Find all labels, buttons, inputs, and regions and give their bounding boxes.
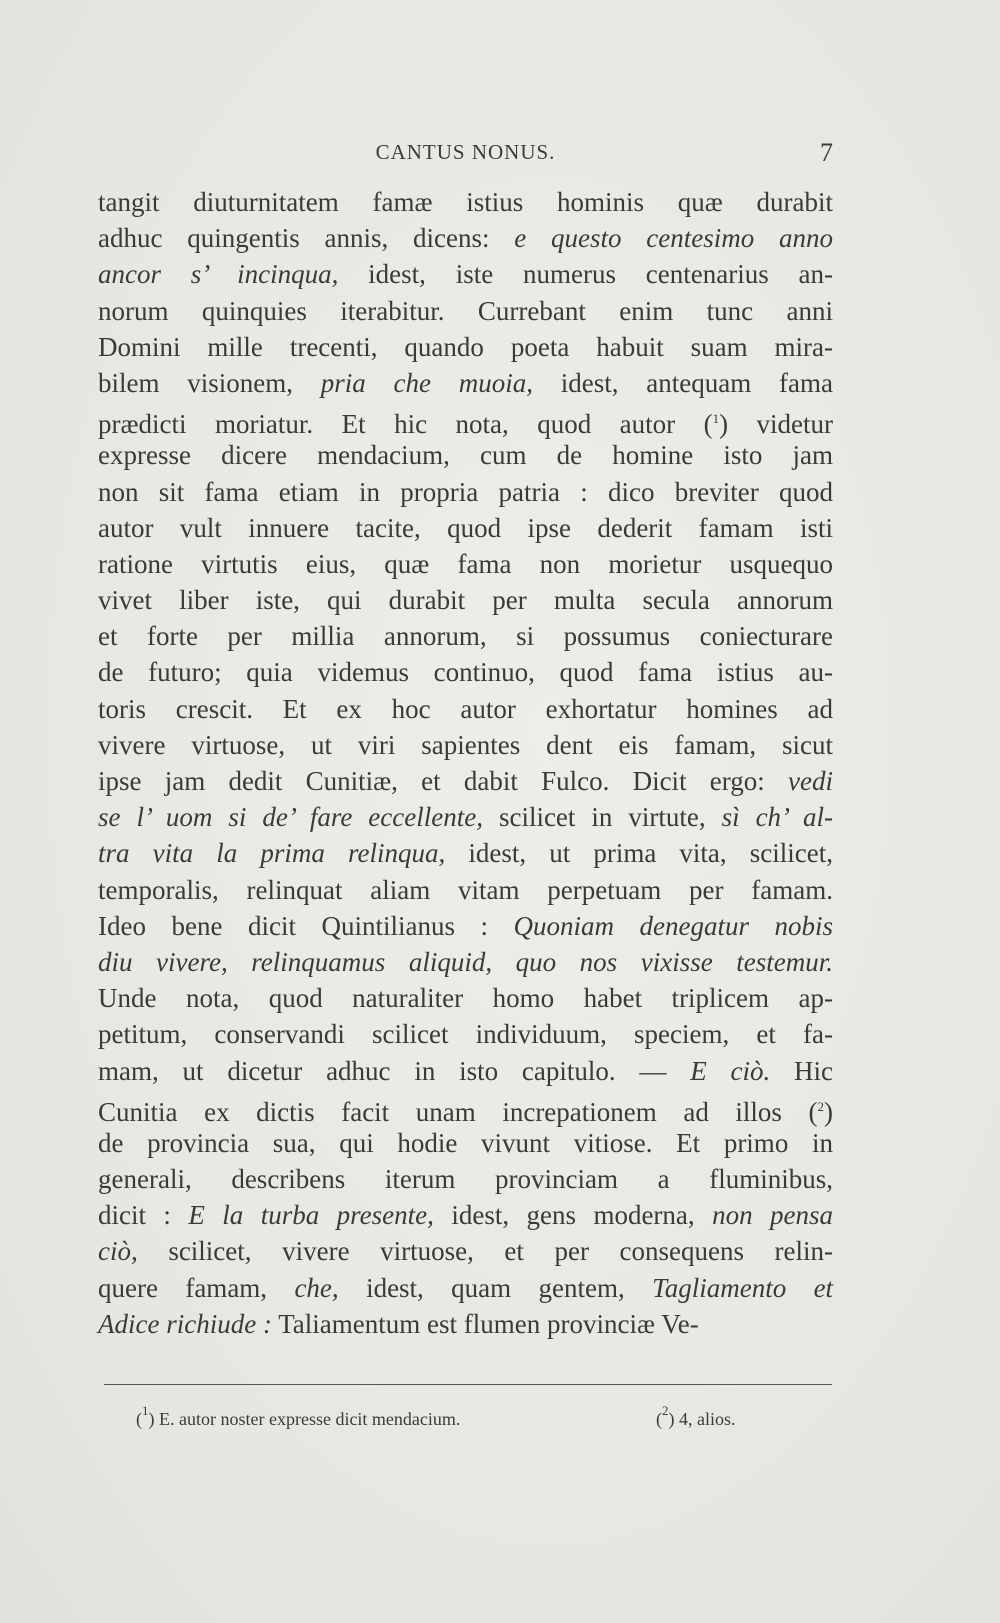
footnote-1: ($^1$) E. autor noster expresse dicit mendacium. xyxy=(136,1403,461,1429)
text-line: ratione virtutis eius, quæ fama non morietur usquequo xyxy=(98,548,833,579)
text-line: Ideo bene dicit Quintilianus : Quoniam denegatur nobis xyxy=(98,910,834,941)
text-line: diu vivere, relinquamus aliquid, quo nos vixisse testemur. xyxy=(98,946,833,977)
text-line: mam, ut dicetur adhuc in isto capitulo. — E ciò. Hic xyxy=(98,1055,834,1086)
text-line: vivet liber iste, qui durabit per multa secula annorum xyxy=(98,585,833,616)
text-line: Domini mille trecenti, quando poeta habuit suam mira- xyxy=(98,331,833,362)
text-line: de futuro; quia videmus continuo, quod fama istius au- xyxy=(98,657,833,688)
text-line: se l’ uom si de’ fare eccellente, scilicet in virtute, sì ch’ al- xyxy=(98,802,834,833)
text-line: Adice richiude : Taliamentum est flumen provinciæ Ve- xyxy=(98,1308,699,1339)
text-line: tra vita la prima relinqua, idest, ut prima vita, scilicet, xyxy=(98,838,833,869)
text-line: autor vult innuere tacite, quod ipse dederit famam isti xyxy=(98,512,833,543)
chapter-title: CANTUS NONUS. xyxy=(375,140,556,164)
footnote-2: ($^2$) 4, alios. xyxy=(656,1403,736,1429)
text-line: ipse jam dedit Cunitiæ, et dabit Fulco. Dicit ergo: vedi xyxy=(98,766,834,796)
text-line: Cunitia ex dictis facit unam increpationem ad illos ($^2$) xyxy=(98,1096,833,1127)
text-line: Unde nota, quod naturaliter homo habet triplicem ap- xyxy=(98,983,833,1014)
text-line: et forte per millia annorum, si possumus coniecturare xyxy=(98,621,833,652)
text-line: adhuc quingentis annis, dicens: e questo centesimo anno xyxy=(98,223,834,254)
text-line: non sit fama etiam in propria patria : dico breviter quod xyxy=(98,476,833,507)
text-line: norum quinquies iterabitur. Currebant enim tunc anni xyxy=(98,295,833,326)
text-line: ancor s’ incinqua, idest, iste numerus centenarius an- xyxy=(98,259,834,290)
text-line: temporalis, relinquat aliam vitam perpetuam per famam. xyxy=(98,874,833,905)
body-text xyxy=(98,184,833,1342)
text-line: prædicti moriatur. Et hic nota, quod autor ($^1$) videtur xyxy=(98,409,833,440)
footnote-ref: 1 xyxy=(712,411,720,427)
text-line: de provincia sua, qui hodie vivunt vitiose. Et primo in xyxy=(98,1127,833,1158)
page-number: 7 xyxy=(820,138,833,167)
footnote-divider xyxy=(104,1384,832,1385)
text-line: expresse dicere mendacium, cum de homine isto jam xyxy=(98,440,833,471)
text-line: quere famam, che, idest, quam gentem, Tagliamento et xyxy=(98,1272,834,1303)
text-line: tangit diuturnitatem famæ istius hominis quæ durabit xyxy=(98,187,833,217)
footnotes xyxy=(136,1403,776,1427)
text-line: ciò, scilicet, vivere virtuose, et per consequens relin- xyxy=(98,1236,833,1267)
running-head xyxy=(98,140,833,174)
text-line: bilem visionem, pria che muoia, idest, antequam fama xyxy=(98,367,833,398)
footnote-ref: 2 xyxy=(817,1098,824,1114)
text-line: toris crescit. Et ex hoc autor exhortatur homines ad xyxy=(98,693,833,724)
text-line: dicit : E la turba presente, idest, gens moderna, non pensa xyxy=(98,1200,834,1231)
text-line: generali, describens iterum provinciam a fluminibus, xyxy=(98,1164,833,1195)
text-line: vivere virtuose, ut viri sapientes dent eis famam, sicut xyxy=(98,729,833,760)
text-line: petitum, conservandi scilicet individuum, speciem, et fa- xyxy=(98,1019,833,1050)
